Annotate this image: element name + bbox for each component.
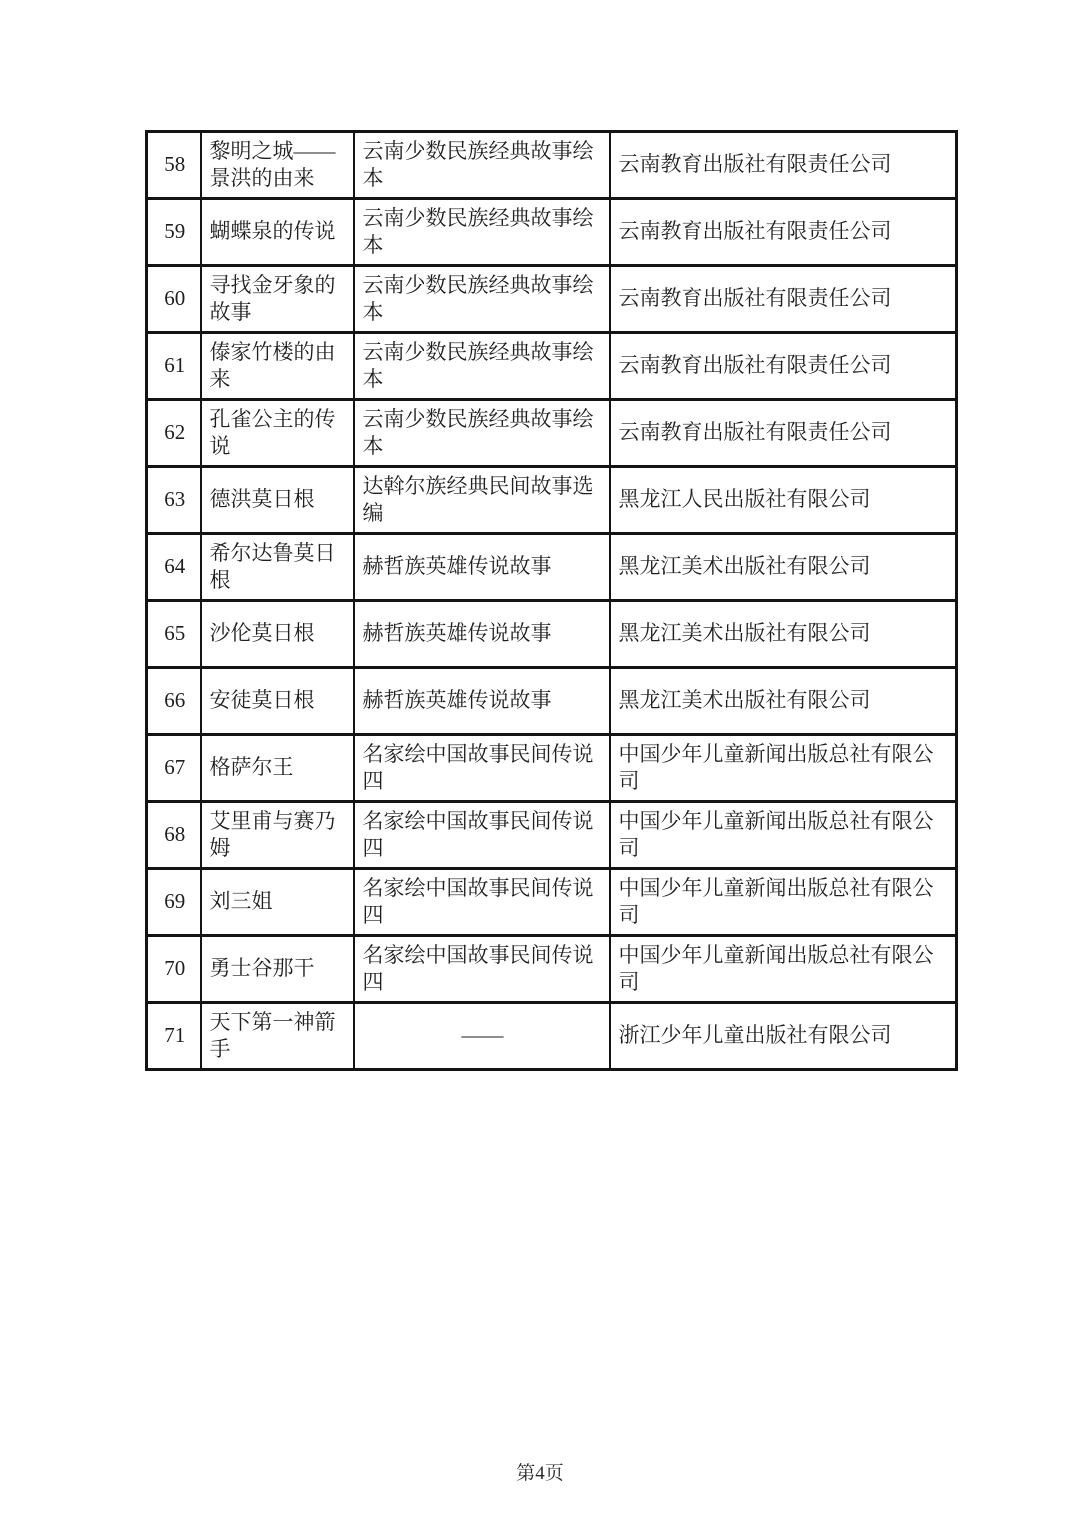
publisher-name: 云南教育出版社有限责任公司 bbox=[610, 199, 957, 266]
book-title: 希尔达鲁莫日根 bbox=[201, 534, 354, 601]
series-name: 名家绘中国故事民间传说四 bbox=[354, 869, 610, 936]
book-title: 艾里甫与赛乃姆 bbox=[201, 802, 354, 869]
book-title: 傣家竹楼的由来 bbox=[201, 333, 354, 400]
publisher-name: 云南教育出版社有限责任公司 bbox=[610, 400, 957, 467]
row-number: 67 bbox=[147, 735, 201, 802]
book-table-body bbox=[147, 132, 957, 1070]
book-list-table bbox=[145, 130, 958, 1071]
row-number: 65 bbox=[147, 601, 201, 668]
table-row bbox=[147, 668, 957, 735]
row-number: 61 bbox=[147, 333, 201, 400]
publisher-name: 黑龙江人民出版社有限公司 bbox=[610, 467, 957, 534]
row-number: 68 bbox=[147, 802, 201, 869]
book-title: 德洪莫日根 bbox=[201, 467, 354, 534]
series-name: 云南少数民族经典故事绘本 bbox=[354, 400, 610, 467]
row-number: 66 bbox=[147, 668, 201, 735]
row-number: 63 bbox=[147, 467, 201, 534]
publisher-name: 中国少年儿童新闻出版总社有限公司 bbox=[610, 802, 957, 869]
publisher-name: 浙江少年儿童出版社有限公司 bbox=[618, 1023, 892, 1048]
table-row bbox=[147, 266, 957, 333]
book-title: 勇士谷那干 bbox=[201, 936, 354, 1003]
book-title: 刘三姐 bbox=[201, 869, 354, 936]
publisher-name: 云南教育出版社有限责任公司 bbox=[610, 333, 957, 400]
series-name: 赫哲族英雄传说故事 bbox=[354, 668, 610, 735]
table-row bbox=[147, 1003, 957, 1070]
book-title: 格萨尔王 bbox=[201, 735, 354, 802]
series-name: 云南少数民族经典故事绘本 bbox=[354, 199, 610, 266]
table-row bbox=[147, 132, 957, 199]
publisher-name: 黑龙江美术出版社有限公司 bbox=[610, 601, 957, 668]
publisher-name: 云南教育出版社有限责任公司 bbox=[610, 266, 957, 333]
row-number: 58 bbox=[147, 132, 201, 199]
series-name: 云南少数民族经典故事绘本 bbox=[354, 266, 610, 333]
book-title: 寻找金牙象的故事 bbox=[201, 266, 354, 333]
page-number: 第4页 bbox=[516, 1463, 564, 1484]
table-row bbox=[147, 735, 957, 802]
series-name: 云南少数民族经典故事绘本 bbox=[354, 333, 610, 400]
publisher-name: 云南教育出版社有限责任公司 bbox=[610, 132, 957, 199]
row-number: 60 bbox=[147, 266, 201, 333]
table-row bbox=[147, 199, 957, 266]
publisher-name: 黑龙江美术出版社有限公司 bbox=[610, 534, 957, 601]
series-name: 名家绘中国故事民间传说四 bbox=[354, 802, 610, 869]
book-title: 沙伦莫日根 bbox=[201, 601, 354, 668]
row-number: 69 bbox=[147, 869, 201, 936]
series-name: —— bbox=[354, 1003, 610, 1070]
table-row bbox=[147, 467, 957, 534]
publisher-name: 中国少年儿童新闻出版总社有限公司 bbox=[610, 936, 957, 1003]
table-row bbox=[147, 601, 957, 668]
row-number: 70 bbox=[147, 936, 201, 1003]
series-name: 云南少数民族经典故事绘本 bbox=[354, 132, 610, 199]
table-row bbox=[147, 869, 957, 936]
series-name: 达斡尔族经典民间故事选编 bbox=[354, 467, 610, 534]
publisher-name: 黑龙江美术出版社有限公司 bbox=[610, 668, 957, 735]
table-row bbox=[147, 400, 957, 467]
row-number: 62 bbox=[147, 400, 201, 467]
series-name: 赫哲族英雄传说故事 bbox=[354, 601, 610, 668]
table-row bbox=[147, 936, 957, 1003]
row-number: 71 bbox=[147, 1003, 201, 1070]
book-title: 安徒莫日根 bbox=[201, 668, 354, 735]
book-title: 蝴蝶泉的传说 bbox=[201, 199, 354, 266]
row-number: 59 bbox=[147, 199, 201, 266]
table-row bbox=[147, 802, 957, 869]
book-title: 黎明之城——景洪的由来 bbox=[201, 132, 354, 199]
book-title: 天下第一神箭手 bbox=[201, 1003, 354, 1070]
row-number: 64 bbox=[147, 534, 201, 601]
table-row bbox=[147, 534, 957, 601]
series-name: 赫哲族英雄传说故事 bbox=[354, 534, 610, 601]
publisher-name: 中国少年儿童新闻出版总社有限公司 bbox=[610, 735, 957, 802]
series-name: 名家绘中国故事民间传说四 bbox=[354, 936, 610, 1003]
series-name: 名家绘中国故事民间传说四 bbox=[354, 735, 610, 802]
table-row bbox=[147, 333, 957, 400]
publisher-name: 中国少年儿童新闻出版总社有限公司 bbox=[610, 869, 957, 936]
book-title: 孔雀公主的传说 bbox=[201, 400, 354, 467]
